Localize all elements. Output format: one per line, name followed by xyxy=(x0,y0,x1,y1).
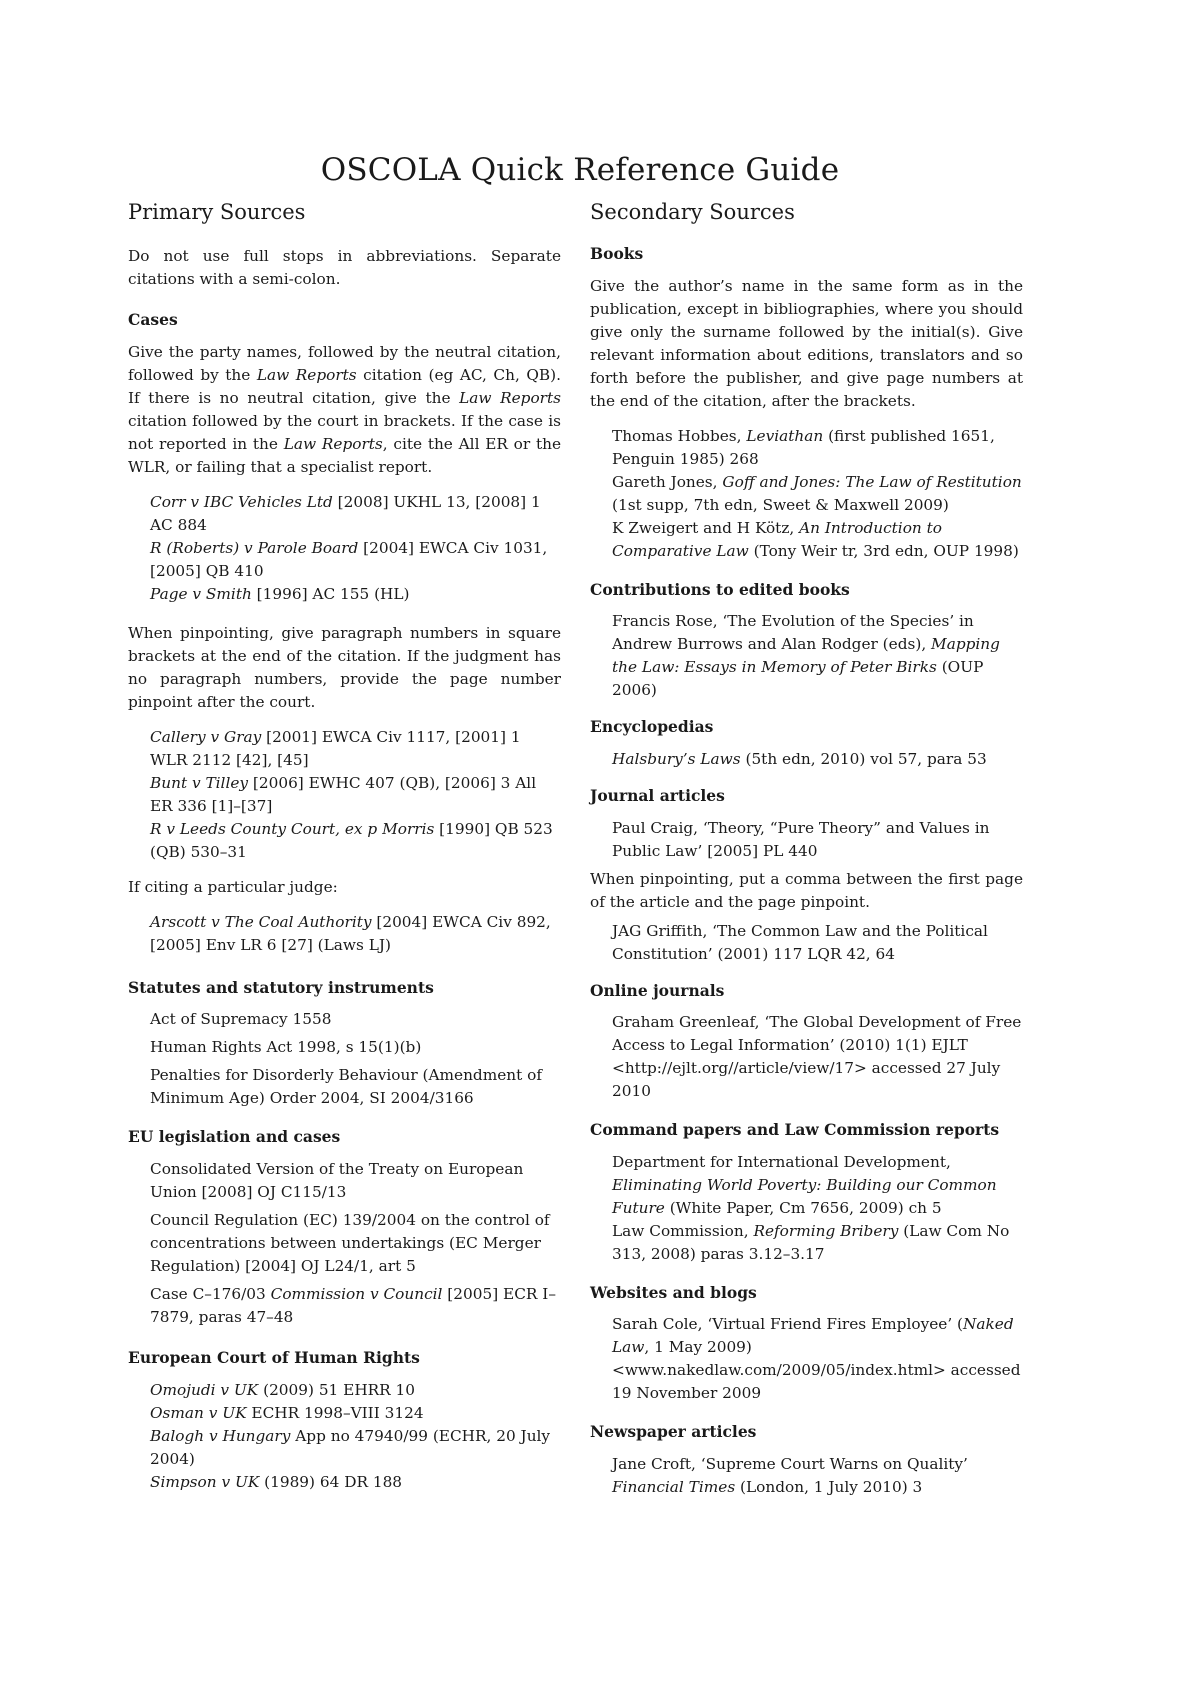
citation: Sarah Cole, ‘Virtual Friend Fires Employee’ (Naked Law, 1 May 2009) <www.nakedlaw.com/2009/05/index.html> accessed 19 November 2009 xyxy=(612,1315,1021,1403)
citation: Paul Craig, ‘Theory, “Pure Theory” and Values in Public Law’ [2005] PL 440 xyxy=(612,818,990,860)
citation: Arscott v The Coal Authority [2004] EWCA Civ 892, [2005] Env LR 6 [27] (Laws LJ) xyxy=(150,912,551,954)
books-heading: Books xyxy=(590,244,644,264)
encyclopedias-list xyxy=(590,748,1023,771)
judge-paragraph: If citing a particular judge: xyxy=(128,877,338,896)
journal-pinpoint-paragraph: When pinpointing, put a comma between the first page of the article and the page pinpoint. xyxy=(590,869,1023,911)
page-title: OSCOLA Quick Reference Guide xyxy=(320,152,840,188)
echr-list xyxy=(128,1379,561,1494)
citation: Department for International Development, Eliminating World Poverty: Building our Common Future (White Paper, Cm 7656, 2009) ch 5 xyxy=(612,1152,997,1217)
websites-list xyxy=(590,1313,1023,1405)
echr-heading: European Court of Human Rights xyxy=(128,1347,420,1367)
newspaper-list xyxy=(590,1453,1023,1499)
citation: Law Commission, Reforming Bribery (Law Com No 313, 2008) paras 3.12–3.17 xyxy=(612,1221,1010,1263)
journal-articles-heading: Journal articles xyxy=(590,785,725,805)
books-list xyxy=(590,425,1023,563)
primary-sources-heading: Primary Sources xyxy=(128,200,306,224)
pinpoint-paragraph: When pinpointing, give paragraph numbers in square brackets at the end of the citation. If the judgment has no paragraph numbers, provide the page number pinpoint after the court. xyxy=(128,623,561,711)
command-papers-list xyxy=(590,1151,1023,1266)
online-journals-heading: Online journals xyxy=(590,980,725,1000)
judge-citations xyxy=(128,911,561,957)
case-citations xyxy=(128,491,561,606)
cases-heading: Cases xyxy=(128,310,178,330)
citation: Page v Smith [1996] AC 155 (HL) xyxy=(150,584,410,603)
citation: JAG Griffith, ‘The Common Law and the Political Constitution’ (2001) 117 LQR 42, 64 xyxy=(612,921,988,963)
secondary-sources-column xyxy=(590,200,1023,1511)
websites-heading: Websites and blogs xyxy=(590,1282,757,1302)
eu-heading: EU legislation and cases xyxy=(128,1127,341,1147)
primary-intro: Do not use full stops in abbreviations. Separate citations with a semi-colon. xyxy=(128,247,561,289)
citation: R (Roberts) v Parole Board [2004] EWCA Civ 1031, [2005] QB 410 xyxy=(150,538,548,580)
newspaper-heading: Newspaper articles xyxy=(590,1422,757,1442)
citation: Gareth Jones, Goff and Jones: The Law of Restitution (1st supp, 7th edn, Sweet & Maxwell 2009) xyxy=(612,472,1022,514)
citation: Consolidated Version of the Treaty on European Union [2008] OJ C115/13 xyxy=(150,1159,524,1201)
citation: Osman v UK ECHR 1998–VIII 3124 xyxy=(150,1403,424,1422)
citation: Act of Supremacy 1558 xyxy=(150,1010,332,1029)
citation: Halsbury’s Laws (5th edn, 2010) vol 57, para 53 xyxy=(612,749,987,768)
citation: Thomas Hobbes, Leviathan (first published 1651, Penguin 1985) 268 xyxy=(612,426,995,468)
citation: Council Regulation (EC) 139/2004 on the control of concentrations between undertakings (EC Merger Regulation) [2004] OJ L24/1, art 5 xyxy=(150,1210,550,1275)
primary-sources-column xyxy=(128,200,561,1506)
citation: K Zweigert and H Kötz, An Introduction to Comparative Law (Tony Weir tr, 3rd edn, OUP 1998) xyxy=(612,518,1019,560)
statutes-heading: Statutes and statutory instruments xyxy=(128,977,434,997)
citation: Balogh v Hungary App no 47940/99 (ECHR, 20 July 2004) xyxy=(150,1426,551,1468)
citation: Simpson v UK (1989) 64 DR 188 xyxy=(150,1472,403,1491)
cases-paragraph: Give the party names, followed by the neutral citation, followed by the Law Reports citation (eg AC, Ch, QB). If there is no neutral citation, give the Law Reports citation followed by the court in brackets. If the case is not reported in the Law Reports, cite the All ER or the WLR, or failing that a specialist report. xyxy=(128,342,562,476)
citation: Graham Greenleaf, ‘The Global Development of Free Access to Legal Information’ (2010) 1(1) EJLT <http://ejlt.org//article/view/17> accessed 27 July 2010 xyxy=(612,1013,1022,1101)
command-papers-heading: Command papers and Law Commission reports xyxy=(590,1120,1000,1140)
citation: Omojudi v UK (2009) 51 EHRR 10 xyxy=(150,1380,416,1399)
citation: Case C–176/03 Commission v Council [2005] ECR I–7879, paras 47–48 xyxy=(150,1284,556,1326)
citation: Francis Rose, ‘The Evolution of the Species’ in Andrew Burrows and Alan Rodger (eds), Mapping the Law: Essays in Memory of Peter Birks (OUP 2006) xyxy=(612,612,1000,700)
contributions-heading: Contributions to edited books xyxy=(590,579,850,599)
contributions-list xyxy=(590,610,1023,702)
citation: R v Leeds County Court, ex p Morris [1990] QB 523 (QB) 530–31 xyxy=(150,819,553,861)
citation: Human Rights Act 1998, s 15(1)(b) xyxy=(150,1038,422,1057)
encyclopedias-heading: Encyclopedias xyxy=(590,717,714,737)
citation: Callery v Gray [2001] EWCA Civ 1117, [2001] 1 WLR 2112 [42], [45] xyxy=(150,727,521,769)
secondary-sources-heading: Secondary Sources xyxy=(590,200,795,224)
citation: Jane Croft, ‘Supreme Court Warns on Quality’ Financial Times (London, 1 July 2010) 3 xyxy=(612,1454,968,1496)
citation: Bunt v Tilley [2006] EWHC 407 (QB), [2006] 3 All ER 336 [1]–[37] xyxy=(150,773,537,815)
books-paragraph: Give the author’s name in the same form as in the publication, except in bibliographies, where you should give only the surname followed by the initial(s). Give relevant information about editions, translators and so forth before the publisher, and give page numbers at the end of the citation, after the brackets. xyxy=(590,276,1023,410)
journal-pinpoint-list xyxy=(590,920,1023,966)
citation: Corr v IBC Vehicles Ltd [2008] UKHL 13, [2008] 1 AC 884 xyxy=(150,492,541,534)
statutes-list xyxy=(128,1008,561,1110)
online-journals-list xyxy=(590,1011,1023,1103)
citation: Penalties for Disorderly Behaviour (Amendment of Minimum Age) Order 2004, SI 2004/3166 xyxy=(150,1066,542,1108)
pinpoint-citations xyxy=(128,726,561,864)
eu-list xyxy=(128,1158,561,1329)
journal-list xyxy=(590,817,1023,863)
